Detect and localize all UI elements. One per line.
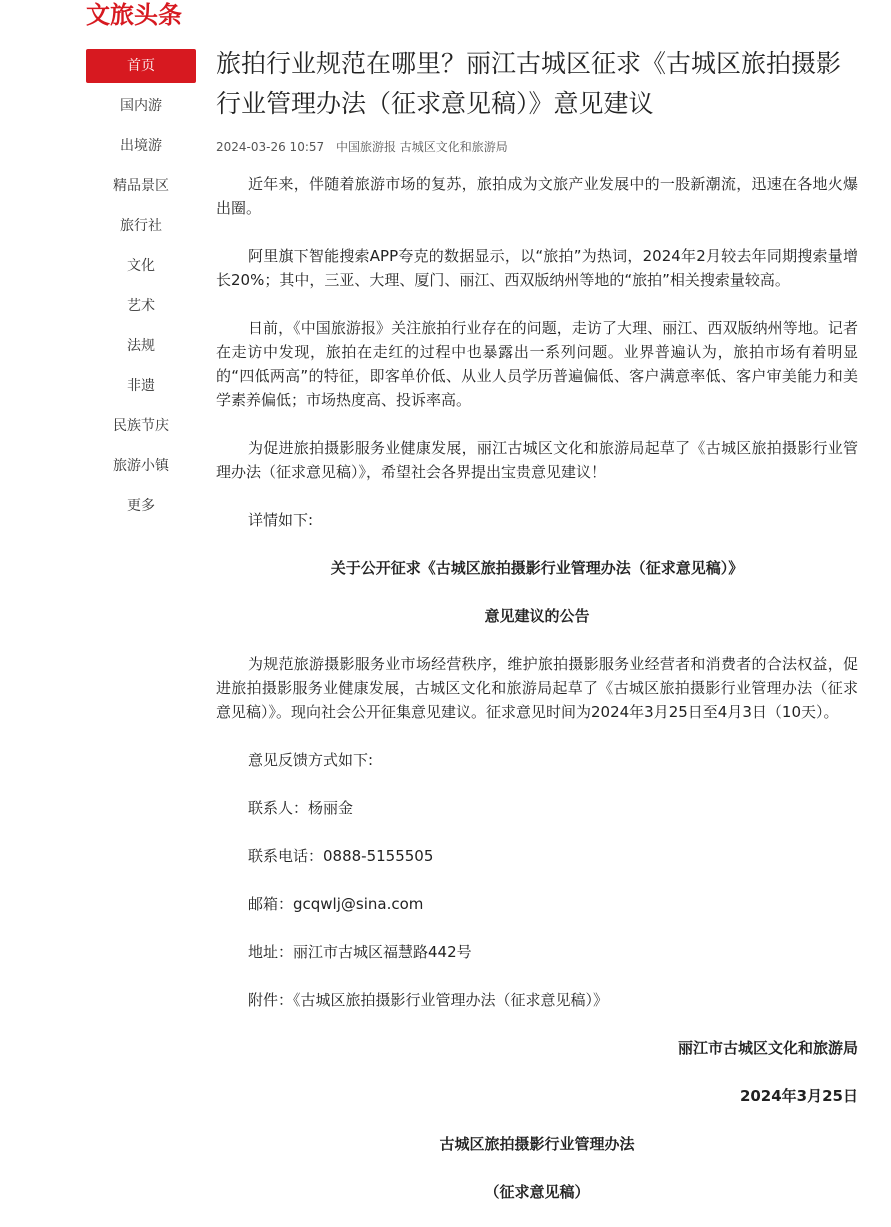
attachment: 附件：《古城区旅拍摄影行业管理办法（征求意见稿）》 — [248, 991, 609, 1009]
article-body — [216, 172, 858, 1204]
sidebar-item-home[interactable]: 首页 — [86, 49, 196, 83]
sidebar-item-regulations[interactable]: 法规 — [127, 338, 155, 354]
sidebar-item-travel-agency[interactable]: 旅行社 — [120, 218, 162, 234]
article-main — [216, 44, 858, 1227]
paragraph: 近年来，伴随着旅游市场的复苏，旅拍成为文旅产业发展中的一股新潮流，迅速在各地火爆出圈。 — [216, 175, 858, 217]
issuer: 丽江市古城区文化和旅游局 — [677, 1039, 858, 1057]
paragraph: 为促进旅拍摄影服务业健康发展，丽江古城区文化和旅游局起草了《古城区旅拍摄影行业管理办法（征求意见稿）》，希望社会各界提出宝贵意见建议！ — [216, 439, 858, 481]
sidebar-item-festivals[interactable]: 民族节庆 — [113, 418, 169, 434]
sidebar-item-art[interactable]: 艺术 — [127, 298, 155, 314]
paragraph: 阿里旗下智能搜索APP夸克的数据显示，以“旅拍”为热词，2024年2月较去年同期搜索量增长20%；其中，三亚、大理、厦门、丽江、西双版纳州等地的“旅拍”相关搜索量较高。 — [216, 247, 858, 289]
issue-date: 2024年3月25日 — [739, 1087, 858, 1105]
article-title: 旅拍行业规范在哪里？丽江古城区征求《古城区旅拍摄影行业管理办法（征求意见稿）》意见建议 — [216, 49, 842, 118]
site-logo[interactable] — [86, 0, 182, 30]
sidebar-item-domestic-travel[interactable]: 国内游 — [120, 98, 162, 114]
notice-title: 关于公开征求《古城区旅拍摄影行业管理办法（征求意见稿）》 — [330, 559, 744, 577]
paragraph: 日前，《中国旅游报》关注旅拍行业存在的问题，走访了大理、丽江、西双版纳州等地。记者在走访中发现，旅拍在走红的过程中也暴露出一系列问题。业界普遍认为，旅拍市场有着明显的“四低两高”的特征，即客单价低、从业人员学历普遍偏低、客户满意率低、客户审美能力和美学素养偏低；市场热度高、投诉率高。 — [216, 319, 858, 409]
contact-person: 联系人：杨丽金 — [248, 799, 354, 817]
article-date: 2024-03-26 10:57 — [216, 140, 325, 154]
paragraph: 详情如下: — [248, 511, 314, 529]
article-source: 中国旅游报 古城区文化和旅游局 — [335, 140, 508, 154]
doc-title: 古城区旅拍摄影行业管理办法 — [439, 1135, 635, 1153]
notice-title-2: 意见建议的公告 — [484, 607, 590, 625]
sidebar-item-tourist-towns[interactable]: 旅游小镇 — [113, 458, 169, 474]
article-meta — [216, 138, 858, 156]
contact-address: 地址：丽江市古城区福慧路442号 — [248, 943, 472, 961]
sidebar-item-more[interactable]: 更多 — [127, 498, 155, 514]
contact-phone: 联系电话：0888-5155505 — [248, 847, 434, 865]
sidebar-item-scenic-spots[interactable]: 精品景区 — [113, 178, 169, 194]
sidebar-nav — [86, 49, 196, 529]
logo-text: 文旅头条 — [86, 1, 182, 29]
doc-subtitle: （征求意见稿） — [484, 1183, 590, 1201]
contact-email: 邮箱：gcqwlj@sina.com — [248, 895, 424, 913]
feedback-intro: 意见反馈方式如下: — [248, 751, 374, 769]
sidebar-item-outbound-travel[interactable]: 出境游 — [120, 138, 162, 154]
notice-body: 为规范旅游摄影服务业市场经营秩序，维护旅拍摄影服务业经营者和消费者的合法权益，促进旅拍摄影服务业健康发展，古城区文化和旅游局起草了《古城区旅拍摄影行业管理办法（征求意见稿）》。现向社会公开征集意见建议。征求意见时间为2024年3月25日至4月3日（10天）。 — [216, 655, 858, 721]
sidebar-item-heritage[interactable]: 非遗 — [127, 378, 155, 394]
sidebar-item-culture[interactable]: 文化 — [127, 258, 155, 274]
